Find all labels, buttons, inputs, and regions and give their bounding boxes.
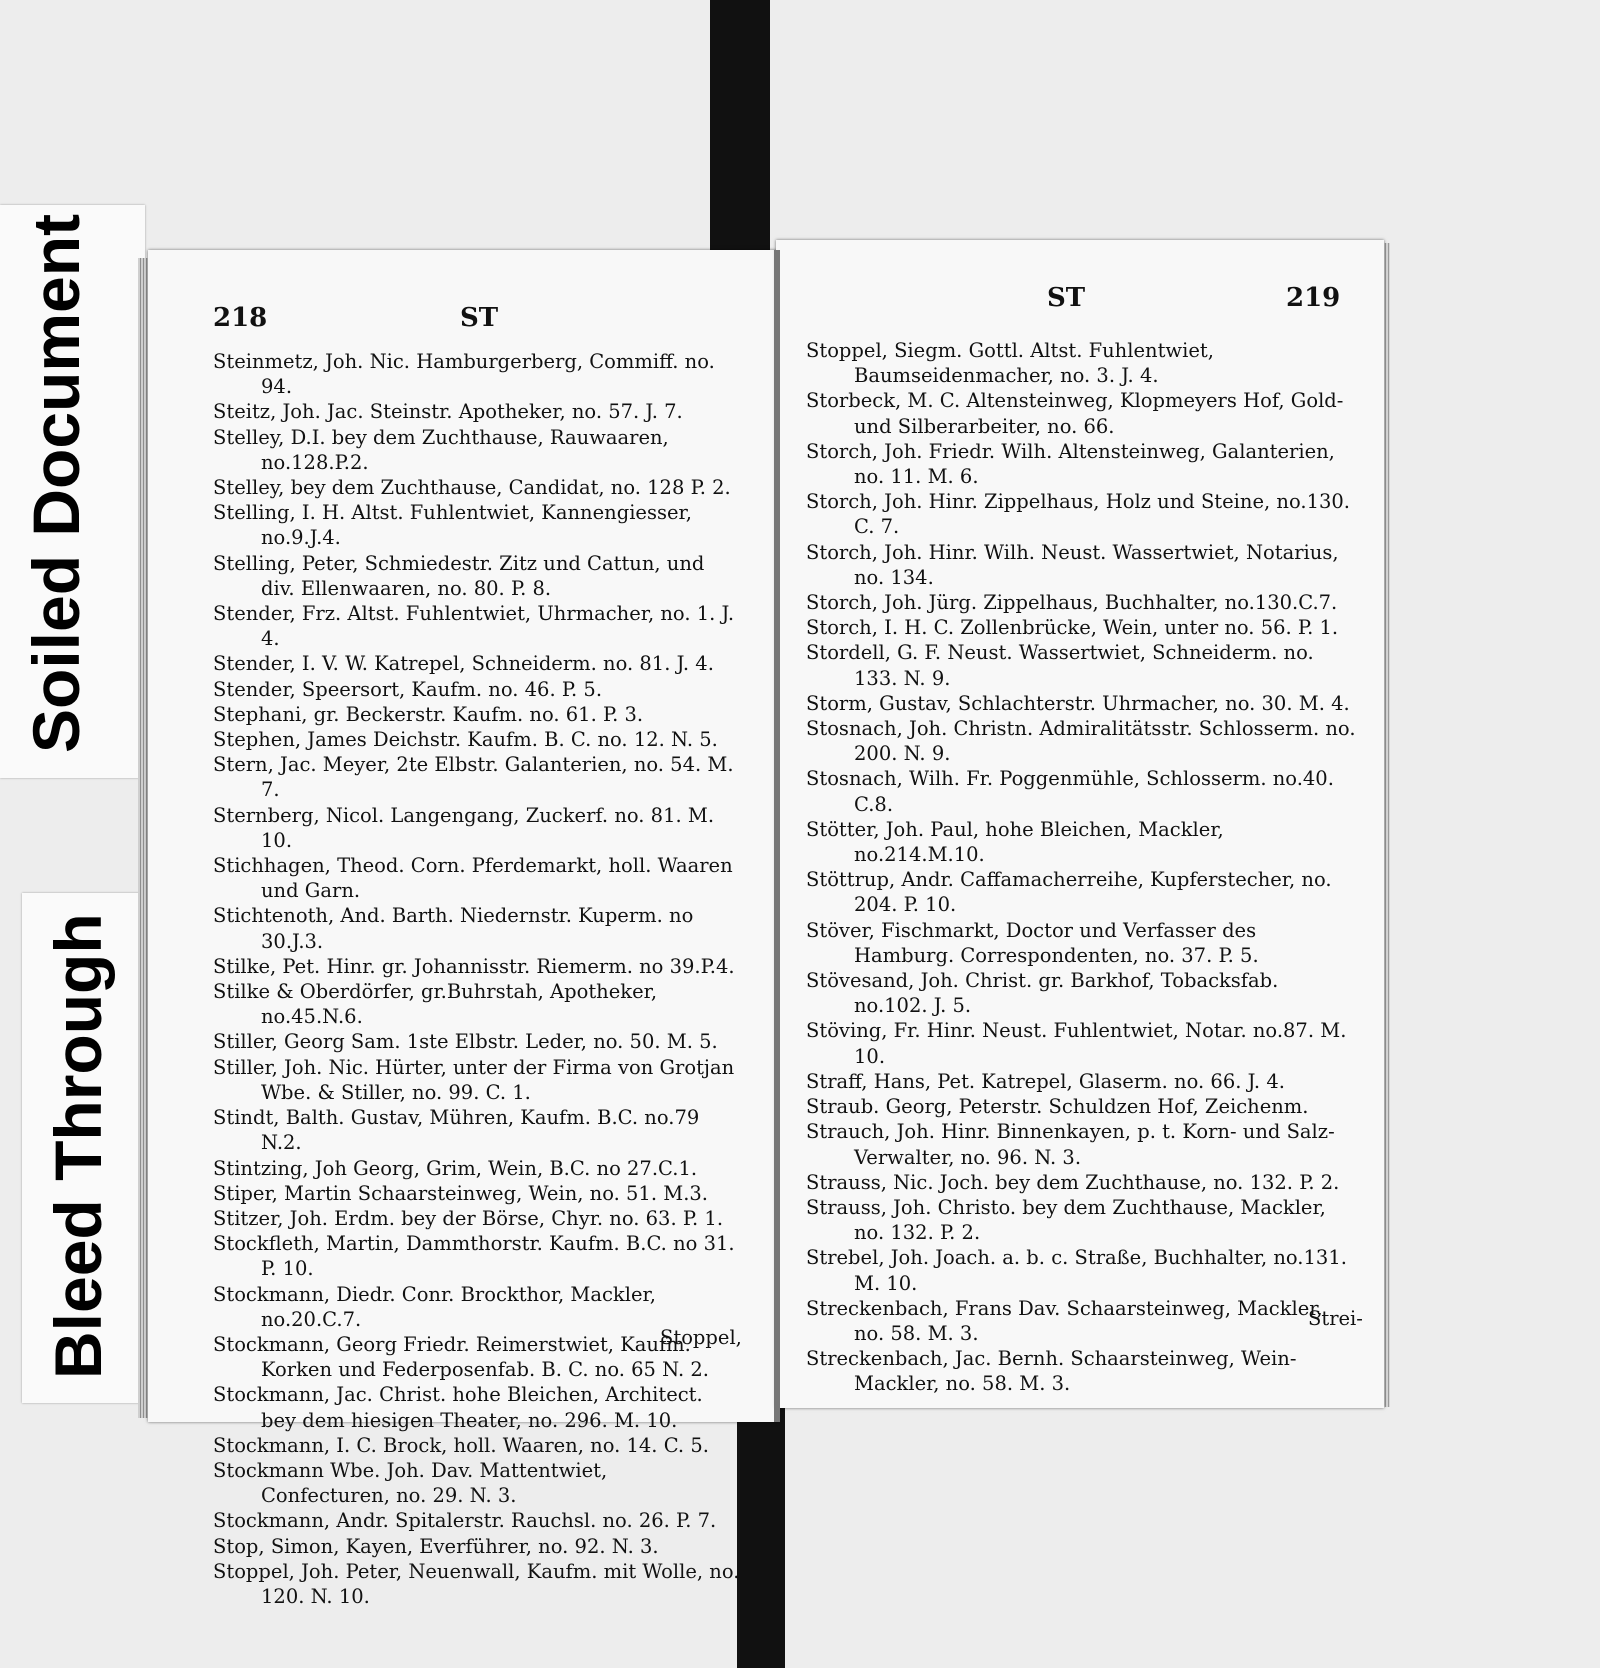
directory-entry: Stephen, James Deichstr. Kaufm. B. C. no. 12. N. 5. — [213, 728, 718, 752]
directory-entry: Stilke & Oberdörfer, gr.Buhrstah, Apotheker, no.45.N.6. — [213, 980, 658, 1029]
directory-entry: Sternberg, Nicol. Langengang, Zuckerf. no. 81. M. 10. — [213, 803, 715, 852]
directory-entry: Steitz, Joh. Jac. Steinstr. Apotheker, no. 57. J. 7. — [213, 400, 683, 424]
directory-entry: Stöving, Fr. Hinr. Neust. Fuhlentwiet, Notar. no.87. M. 10. — [806, 1019, 1347, 1068]
directory-entry: Storch, Joh. Jürg. Zippelhaus, Buchhalter, no.130.C.7. — [806, 591, 1338, 615]
book-binding-top — [710, 0, 770, 262]
directory-entry: Stordell, G. F. Neust. Wassertwiet, Schneiderm. no. 133. N. 9. — [806, 641, 1314, 690]
directory-entry: Stop, Simon, Kayen, Everführer, no. 92. N. 3. — [213, 1534, 659, 1558]
directory-entry: Stichhagen, Theod. Corn. Pferdemarkt, holl. Waaren und Garn. — [213, 854, 733, 903]
directory-entry: Stöttrup, Andr. Caffamacherreihe, Kupferstecher, no. 204. P. 10. — [806, 868, 1332, 917]
right-entry-list — [806, 338, 1356, 1397]
directory-entry: Stelley, bey dem Zuchthause, Candidat, no. 128 P. 2. — [213, 476, 731, 500]
directory-entry: Strauss, Joh. Christo. bey dem Zuchthause, Mackler, no. 132. P. 2. — [806, 1195, 1326, 1245]
right-catchword: Strei- — [1308, 1307, 1363, 1330]
directory-entry: Stoppel, Siegm. Gottl. Altst. Fuhlentwiet, Baumseidenmacher, no. 3. J. 4. — [806, 339, 1214, 388]
directory-entry: Stiper, Martin Schaarsteinweg, Wein, no. 51. M.3. — [213, 1181, 708, 1205]
directory-entry: Stöver, Fischmarkt, Doctor und Verfasser des Hamburg. Correspondenten, no. 37. P. 5. — [806, 918, 1259, 967]
directory-entry: Stoppel, Joh. Peter, Neuenwall, Kaufm. mit Wolle, no. 120. N. 10. — [213, 1559, 740, 1608]
directory-entry: Stindt, Balth. Gustav, Mühren, Kaufm. B.C. no.79 N.2. — [213, 1106, 700, 1155]
directory-entry: Storm, Gustav, Schlachterstr. Uhrmacher, no. 30. M. 4. — [806, 691, 1350, 715]
directory-entry: Stender, I. V. W. Katrepel, Schneiderm. no. 81. J. 4. — [213, 652, 714, 676]
directory-entry: Stelley, D.I. bey dem Zuchthause, Rauwaaren, no.128.P.2. — [213, 425, 669, 474]
directory-entry: Straub. Georg, Peterstr. Schuldzen Hof, Zeichenm. — [806, 1095, 1309, 1119]
directory-entry: Stitzer, Joh. Erdm. bey der Börse, Chyr. no. 63. P. 1. — [213, 1206, 724, 1230]
directory-entry: Straff, Hans, Pet. Katrepel, Glaserm. no. 66. J. 4. — [806, 1069, 1285, 1093]
right-page-number: 219 — [1286, 283, 1341, 313]
left-catchword: Stoppel, — [660, 1326, 742, 1349]
directory-entry: Stelling, I. H. Altst. Fuhlentwiet, Kannengiesser, no.9.J.4. — [213, 501, 692, 550]
directory-entry: Storch, Joh. Friedr. Wilh. Altensteinweg, Galanterien, no. 11. M. 6. — [806, 439, 1335, 489]
directory-entry: Stockmann, Diedr. Conr. Brockthor, Mackler, no.20.C.7. — [213, 1282, 656, 1331]
soiled-document-tab — [0, 205, 145, 778]
book-gutter — [774, 250, 780, 1422]
right-running-header: ST — [1047, 283, 1086, 313]
directory-entry: Stockmann, Georg Friedr. Reimerstwiet, Kaufm. Korken und Federposenfab. B. C. no. 65 N. 2. — [213, 1332, 709, 1382]
directory-entry: Stockfleth, Martin, Dammthorstr. Kaufm. B.C. no 31. P. 10. — [213, 1232, 735, 1281]
directory-entry: Stötter, Joh. Paul, hohe Bleichen, Mackler, no.214.M.10. — [806, 817, 1224, 867]
directory-entry: Strauss, Nic. Joch. bey dem Zuchthause, no. 132. P. 2. — [806, 1170, 1340, 1194]
bleed-through-tab — [22, 893, 148, 1403]
directory-entry: Stosnach, Joh. Christn. Admiralitätsstr. Schlosserm. no. 200. N. 9. — [806, 717, 1356, 766]
directory-entry: Stockmann, Andr. Spitalerstr. Rauchsl. no. 26. P. 7. — [213, 1509, 717, 1533]
directory-entry: Strebel, Joh. Joach. a. b. c. Straße, Buchhalter, no.131. M. 10. — [806, 1246, 1347, 1295]
directory-entry: Stern, Jac. Meyer, 2te Elbstr. Galanterien, no. 54. M. 7. — [213, 753, 734, 802]
directory-entry: Stiller, Georg Sam. 1ste Elbstr. Leder, no. 50. M. 5. — [213, 1030, 718, 1054]
directory-entry: Stiller, Joh. Nic. Hürter, unter der Firma von Grotjan Wbe. & Stiller, no. 99. C. 1. — [213, 1055, 735, 1104]
left-entry-list — [213, 349, 741, 1609]
left-running-header: ST — [460, 303, 499, 333]
directory-entry: Storbeck, M. C. Altensteinweg, Klopmeyers Hof, Gold- und Silberarbeiter, no. 66. — [806, 389, 1344, 438]
directory-entry: Stelling, Peter, Schmiedestr. Zitz und Cattun, und div. Ellenwaaren, no. 80. P. 8. — [213, 551, 705, 600]
directory-entry: Stosnach, Wilh. Fr. Poggenmühle, Schlosserm. no.40. C.8. — [806, 767, 1334, 816]
directory-entry: Storch, I. H. C. Zollenbrücke, Wein, unter no. 56. P. 1. — [806, 616, 1339, 640]
directory-entry: Stichtenoth, And. Barth. Niedernstr. Kuperm. no 30.J.3. — [213, 904, 694, 953]
bleed-through-label: Bleed Through — [41, 913, 115, 1379]
directory-entry: Storch, Joh. Hinr. Zippelhaus, Holz und Steine, no.130. C. 7. — [806, 490, 1350, 539]
directory-entry: Streckenbach, Jac. Bernh. Schaarsteinweg, Wein-Mackler, no. 58. M. 3. — [806, 1347, 1297, 1396]
directory-entry: Stockmann, Jac. Christ. hohe Bleichen, Architect. bey dem hiesigen Theater, no. 296. M. 10. — [213, 1383, 703, 1432]
soiled-document-label: Soiled Document — [19, 213, 93, 753]
directory-entry: Storch, Joh. Hinr. Wilh. Neust. Wassertwiet, Notarius, no. 134. — [806, 540, 1339, 589]
directory-entry: Stender, Speersort, Kaufm. no. 46. P. 5. — [213, 677, 603, 701]
directory-entry: Stockmann Wbe. Joh. Dav. Mattentwiet, Confecturen, no. 29. N. 3. — [213, 1458, 608, 1508]
directory-entry: Stender, Frz. Altst. Fuhlentwiet, Uhrmacher, no. 1. J. 4. — [213, 602, 735, 651]
directory-entry: Streckenbach, Frans Dav. Schaarsteinweg, Mackler, no. 58. M. 3. — [806, 1296, 1323, 1345]
directory-entry: Stilke, Pet. Hinr. gr. Johannisstr. Riemerm. no 39.P.4. — [213, 954, 735, 978]
directory-entry: Stephani, gr. Beckerstr. Kaufm. no. 61. P. 3. — [213, 702, 644, 726]
directory-entry: Strauch, Joh. Hinr. Binnenkayen, p. t. Korn- und Salz-Verwalter, no. 96. N. 3. — [806, 1120, 1335, 1169]
directory-entry: Stintzing, Joh Georg, Grim, Wein, B.C. no 27.C.1. — [213, 1156, 698, 1180]
directory-entry: Steinmetz, Joh. Nic. Hamburgerberg, Commiff. no. 94. — [213, 350, 715, 399]
directory-entry: Stövesand, Joh. Christ. gr. Barkhof, Tobacksfab. no.102. J. 5. — [806, 969, 1279, 1018]
book-binding-bottom — [737, 1405, 785, 1668]
left-page-number: 218 — [213, 303, 268, 333]
directory-entry: Stockmann, I. C. Brock, holl. Waaren, no. 14. C. 5. — [213, 1433, 709, 1457]
